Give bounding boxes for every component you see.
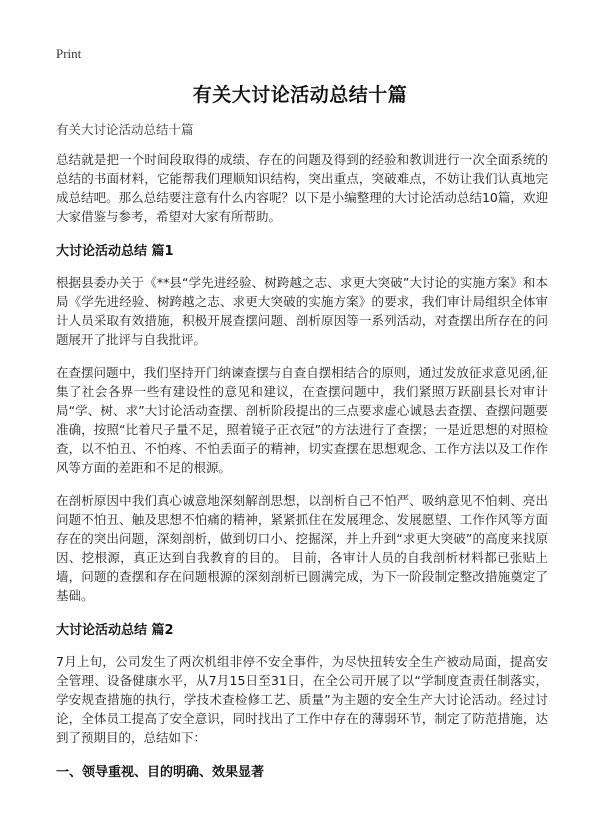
print-label: Print (56, 46, 82, 61)
page-title: 有关大讨论活动总结十篇 (192, 84, 408, 106)
section1-paragraph-2: 在查摆问题中，我们坚持开门纳谏查摆与自查自摆相结合的原则，通过发放征求意见函,征集了社会各界一些有建设性的意见和建议，在查摆问题中，我们紧照万跃副县长对审计局“学、树、求”大讨论活动查摆、剖析阶段提出的三点要求虚心诚恳去查摆、查摆问题要准确，按照“比着尺子量不足，照着镜子正衣冠”的方法进行了查摆；一是近思想的对照检查，以不怕丑、不怕疼、不怕丢面子的精神，切实查摆在思想观念、工作方法以及工作作风等方面的差距和不足的根源。 (56, 365, 548, 475)
section-heading-2: 大讨论活动总结 篇2 (56, 623, 174, 638)
section2-subheading-1: 一、领导重视、目的明确、效果显著 (56, 765, 265, 780)
intro-paragraph: 总结就是把一个时间段取得的成绩、存在的问题及得到的经验和教训进行一次全面系统的总结的书面材料，它能帮我们理顺知识结构，突出重点，突破难点，不妨让我们认真地完成总结吧。那么总结要注意有什么内容呢？以下是小编整理的大讨论活动总结10篇，欢迎大家借鉴与参考，希望对大家有所帮助。 (56, 152, 548, 224)
document-subtitle: 有关大讨论活动总结十篇 (56, 122, 194, 137)
document-body (56, 150, 548, 794)
section2-paragraph-1: 7月上旬，公司发生了两次机组非停不安全事件，为尽快扭转安全生产被动局面，提高安全管理、设备健康水平，从7月15日至31日，在全公司开展了以“学制度查责任制落实，学安规查措施的执行，学技术查检修工艺、质量”为主题的安全生产大讨论活动。经过讨论，全体员工提高了安全意识，同时找出了工作中存在的薄弱环节，制定了防范措施，达到了预期目的，总结如下： (56, 654, 548, 745)
section-heading-1: 大讨论活动总结 篇1 (56, 244, 174, 259)
section1-paragraph-3: 在剖析原因中我们真心诚意地深刻解剖思想，以剖析自己不怕严、吸纳意见不怕刺、亮出问题不怕丑、触及思想不怕痛的精神，紧紧抓住在发展理念、发展愿望、工作作风等方面存在的突出问题，深刻剖析，做到切口小、挖掘深，并上升到“求更大突破”的高度来找原因、挖根源，真正达到自我教育的目的。 目前，各审计人员的自我剖析材料都已张贴上墙，问题的查摆和存在问题根源的深刻剖析已圆满完成，为下一阶段制定整改措施奠定了基础。 (56, 493, 548, 603)
section1-paragraph-1: 根据县委办关于《**县“学先进经验、树跨越之志、求更大突破”大讨论的实施方案》和本局《学先进经验、树跨越之志、求更大突破的实施方案》的要求，我们审计局组织全体审计人员采取有效措施，积极开展查摆问题、剖析原因等一系列活动，对查摆出所存在的问题展开了批评与自我批评。 (56, 275, 548, 347)
